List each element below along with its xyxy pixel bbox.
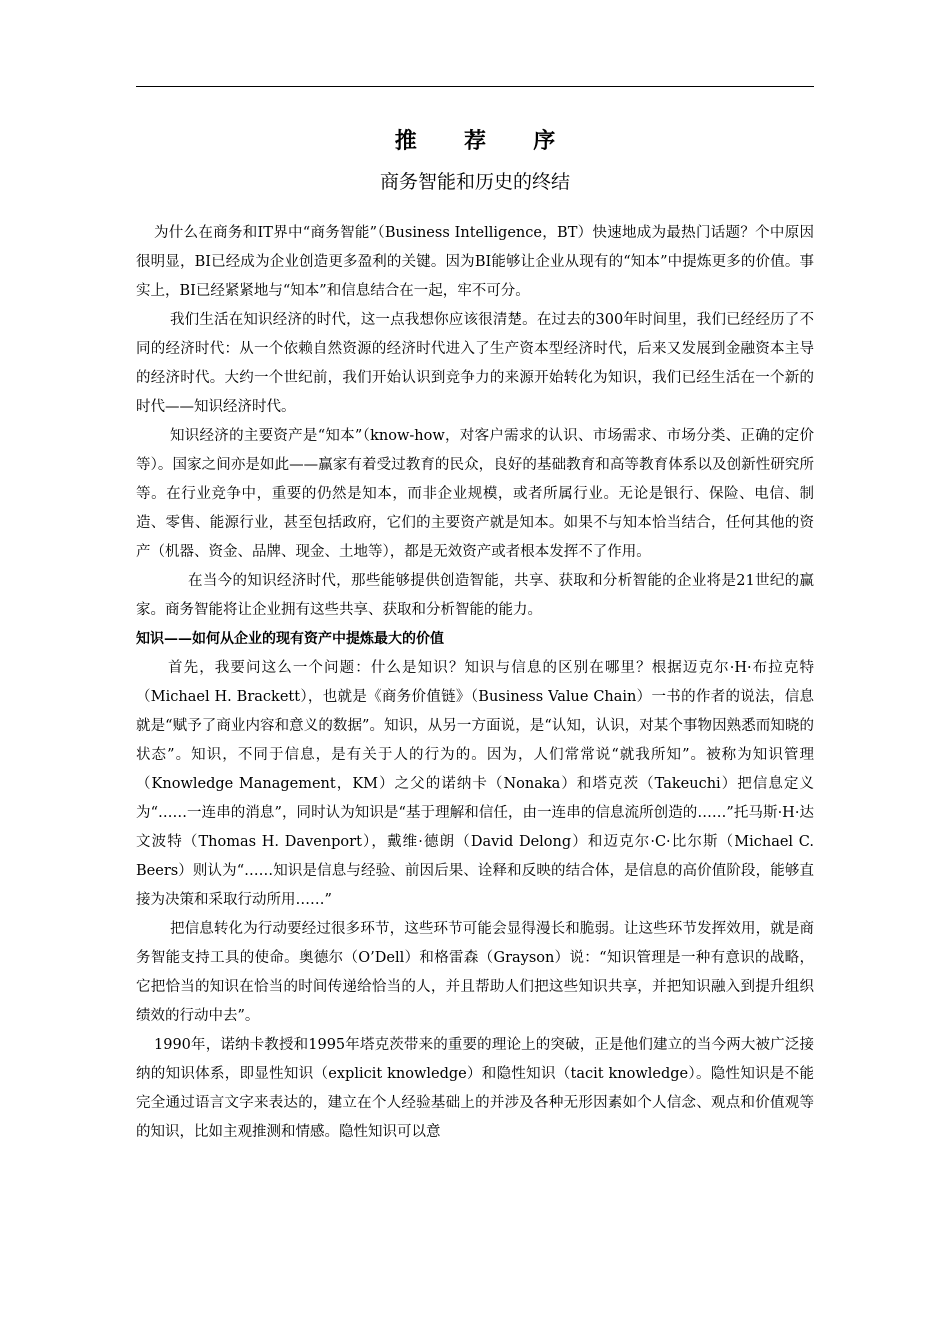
section-heading: 知识——如何从企业的现有资产中提炼最大的价值 [136, 631, 444, 647]
paragraph-info-to-action: 把信息转化为行动要经过很多环节，这些环节可能会显得漫长和脆弱。让这些环节发挥效用，就是商务智能支持工具的使命。奥德尔（O’Dell）和格雷森（Grayson）说：“知识管理是一种有意识的战略，它把恰当的知识在恰当的时间传递给恰当的人，并且帮助人们把这些知识共享，并把知识融入到提升组织绩效的行动中去”。 [136, 921, 814, 1024]
document-body [136, 219, 814, 1147]
paragraph-what-is-knowledge: 首先，我要问这么一个问题：什么是知识？知识与信息的区别在哪里？根据迈克尔·H·布拉克特（Michael H. Brackett），也就是《商务价值链》（Business Value Chain）一书的作者的说法，信息就是“赋予了商业内容和意义的数据”。知识，从另一方面说，是“认知，认识，对某个事物因熟悉而知晓的状态”。知识，不同于信息，是有关于人的行为的。因为，人们常常说“就我所知”。被称为知识管理（Knowledge Management，KM）之父的诺纳卡（Nonaka）和塔克茨（Takeuchi）把信息定义为“……一连串的消息”，同时认为知识是“基于理解和信任，由一连串的信息流所创造的……”托马斯·H·达文波特（Thomas H. Davenport），戴维·德朗（David Delong）和迈克尔·C·比尔斯（Michael C. Beers）则认为“……知识是信息与经验、前因后果、诠释和反映的结合体，是信息的高价值阶段，能够直接为决策和采取行动所用……” [136, 660, 815, 908]
paragraph-know-how: 知识经济的主要资产是“知本”（know-how，对客户需求的认识、市场需求、市场分类、正确的定价等）。国家之间亦是如此——赢家有着受过教育的民众，良好的基础教育和高等教育体系以及创新性研究所等。在行业竞争中，重要的仍然是知本，而非企业规模，或者所属行业。无论是银行、保险、电信、制造、零售、能源行业，甚至包括政府，它们的主要资产就是知本。如果不与知本恰当结合，任何其他的资产（机器、资金、品牌、现金、土地等），都是无效资产或者根本发挥不了作用。 [136, 428, 814, 560]
page-subtitle: 商务智能和历史的终结 [379, 171, 570, 193]
paragraph-knowledge-economy: 我们生活在知识经济的时代，这一点我想你应该很清楚。在过去的300年时间里，我们已经经历了不同的经济时代：从一个依赖自然资源的经济时代进入了生产资本型经济时代，后来又发展到金融资本主导的经济时代。大约一个世纪前，我们开始认识到竞争力的来源开始转化为知识，我们已经生活在一个新的时代——知识经济时代。 [136, 312, 814, 415]
page-title: 推 荐 序 [394, 128, 576, 154]
header-rule [136, 86, 814, 87]
paragraph-intro: 为什么在商务和IT界中“商务智能”（Business Intelligence，BT）快速地成为最热门话题？个中原因很明显，BI已经成为企业创造更多盈利的关键。因为BI能够让企业从现有的“知本”中提炼更多的价值。事实上，BI已经紧紧地与“知本”和信息结合在一起，牢不可分。 [136, 225, 814, 299]
paragraph-winners: 在当今的知识经济时代，那些能够提供创造智能，共享、获取和分析智能的企业将是21世纪的赢家。商务智能将让企业拥有这些共享、获取和分析智能的能力。 [136, 573, 814, 618]
paragraph-explicit-tacit: 1990年，诺纳卡教授和1995年塔克茨带来的重要的理论上的突破，正是他们建立的当今两大被广泛接纳的知识体系，即显性知识（explicit knowledge）和隐性知识（tacit knowledge）。隐性知识是不能完全通过语言文字来表达的，建立在个人经验基础上的并涉及各种无形因素如个人信念、观点和价值观等的知识，比如主观推测和情感。隐性知识可以意 [136, 1037, 814, 1140]
